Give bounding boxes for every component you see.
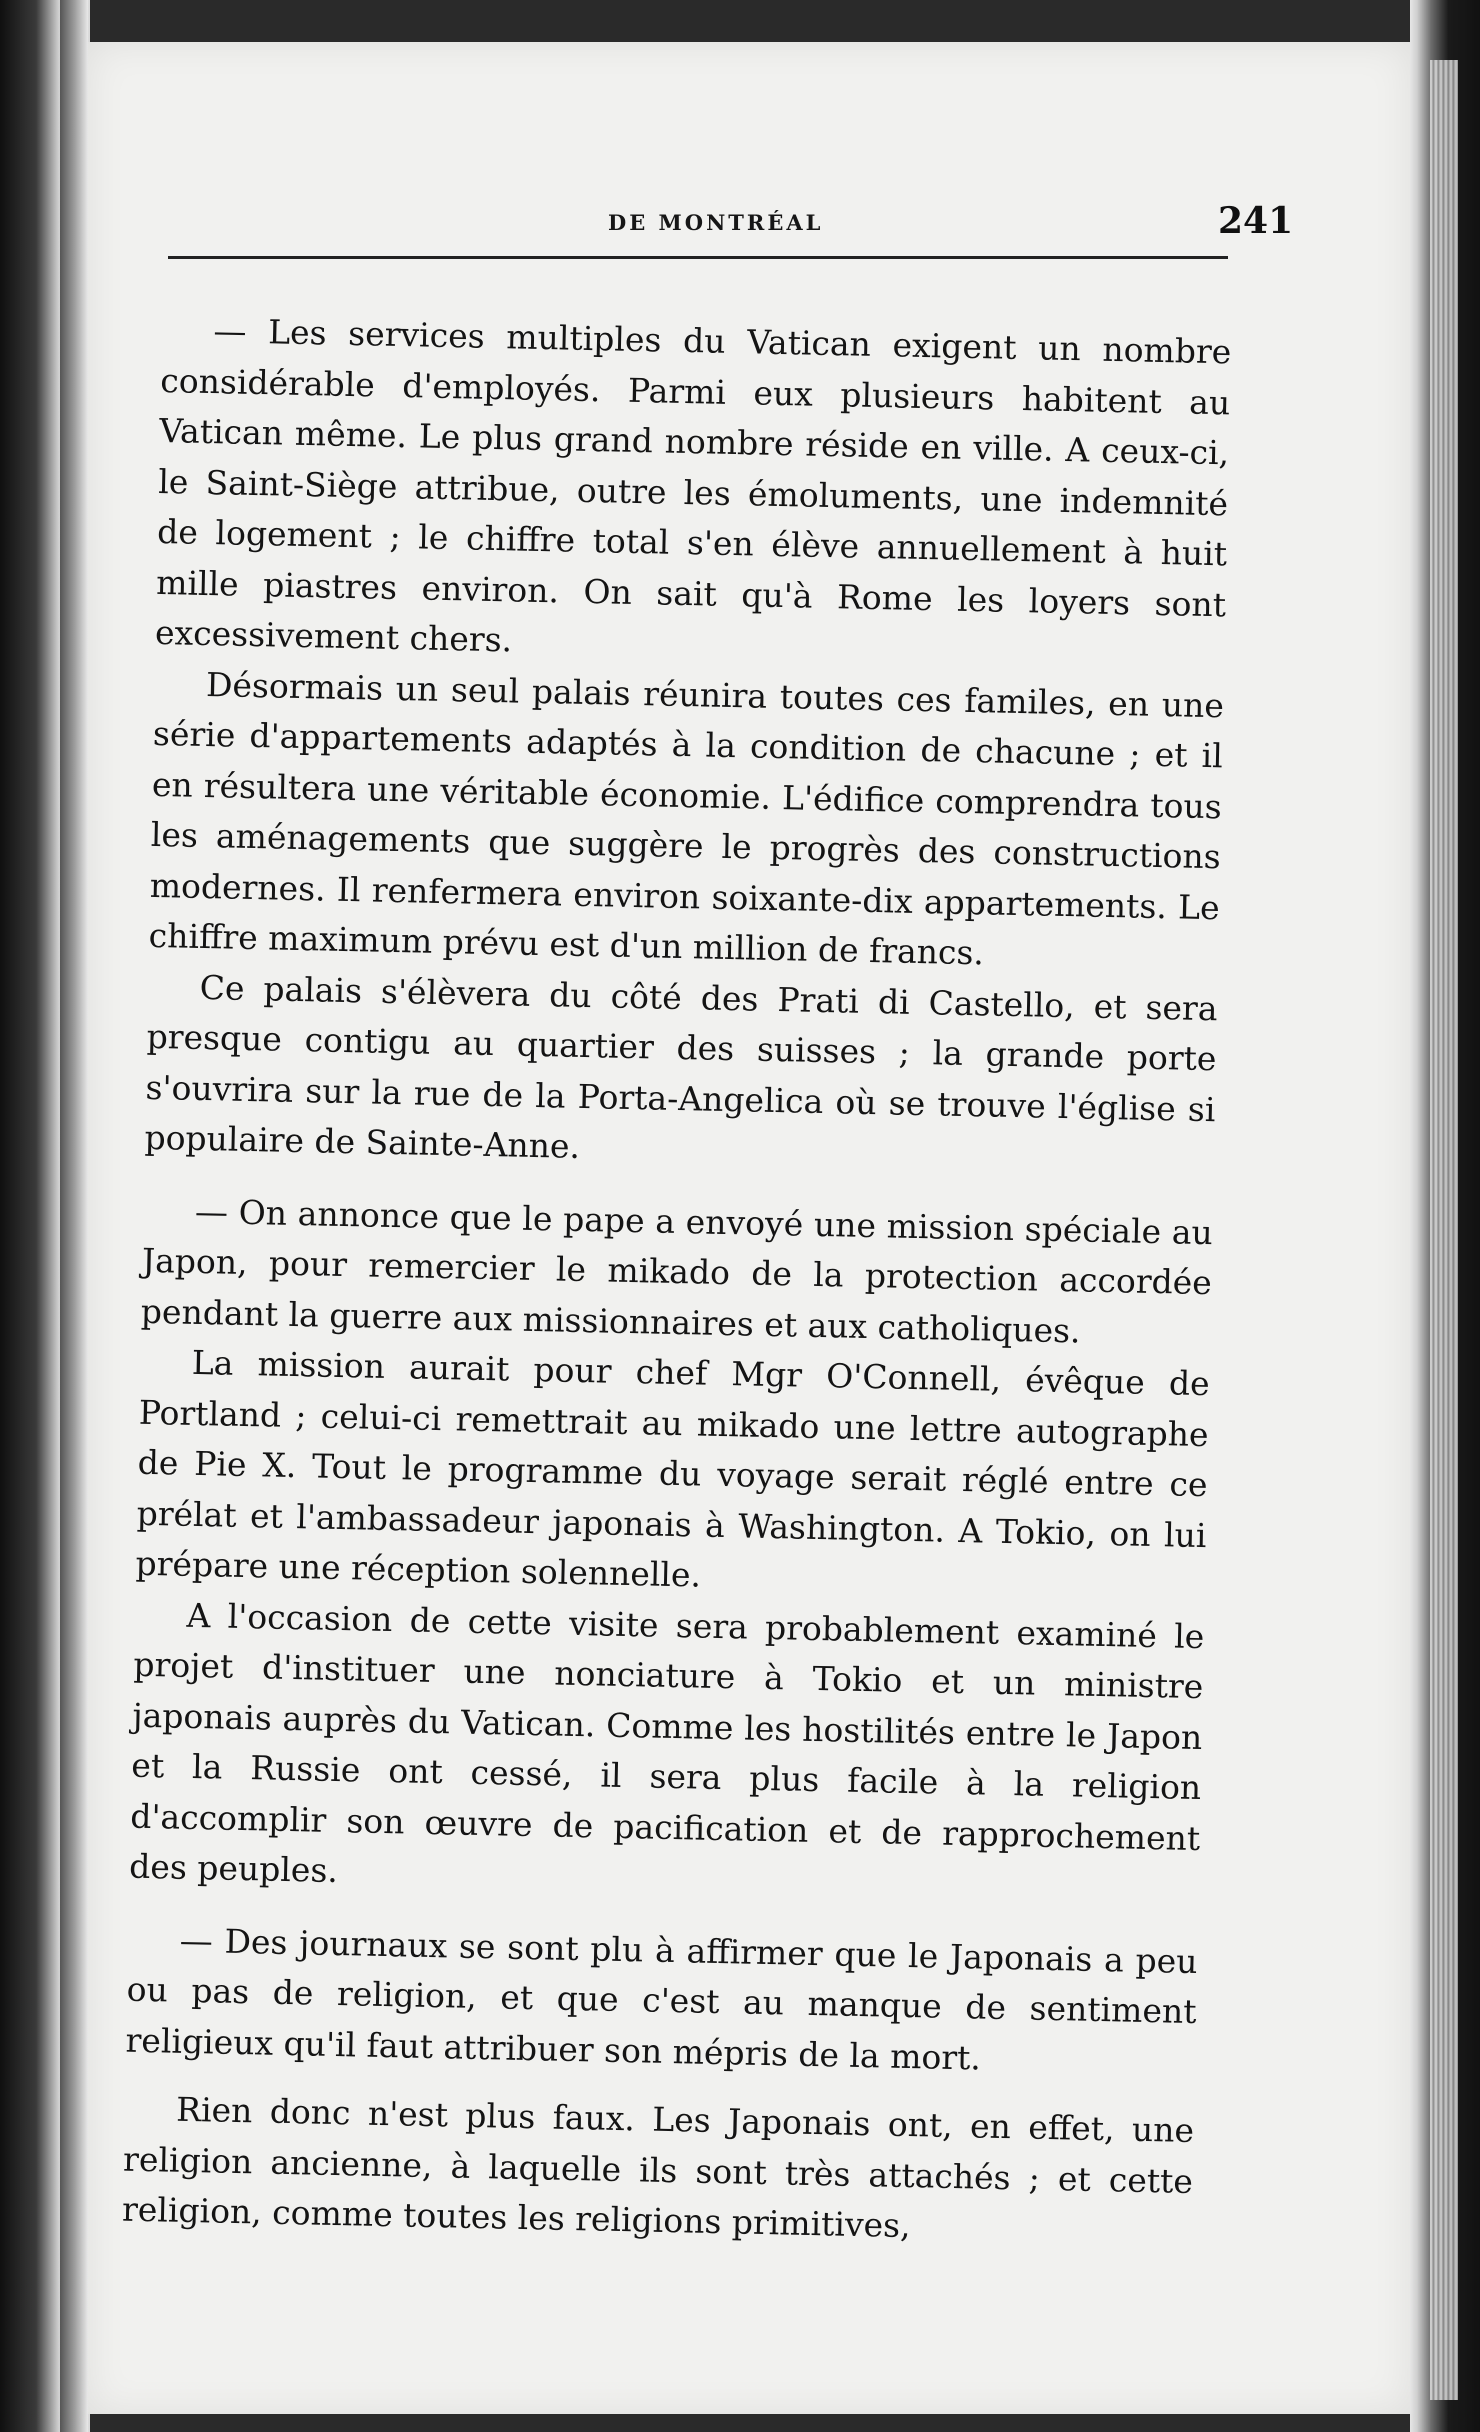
scan-binding-fold bbox=[60, 0, 88, 2432]
paragraph: Désormais un seul palais réunira toutes ces familes, en une série d'appartements adaptés à la condition de chacune ; et il en résultera une véritable économie. L'édifice comprendra tous les aménagements que suggère le progrès des constructions modernes. Il renfermera environ soixante-dix appartements. Le chiffre maximum prévu est d'un million de francs. bbox=[148, 664, 1225, 973]
paragraph: Rien donc n'est plus faux. Les Japonais ont, en effet, une religion ancienne, à laquelle ils sont très attachés ; et cette religion, comme toutes les religions primitives, bbox=[121, 2089, 1195, 2246]
paragraph: La mission aurait pour chef Mgr O'Connell, évêque de Portland ; celui-ci remettrait au mikado une lettre autographe de Pie X. Tout le programme du voyage serait réglé entre ce prélat et l'ambassadeur japonais à Washington. A Tokio, on lui prépare une réception solennelle. bbox=[135, 1342, 1211, 1595]
paragraph: — Des journaux se sont plu à affirmer que le Japonais a peu ou pas de religion, et que c'est au manque de sentiment religieux qu'il faut attribuer son mépris de la mort. bbox=[125, 1920, 1198, 2078]
paragraph: — On annonce que le pape a envoyé une mission spéciale au Japon, pour remercier le mikado de la protection accordée pendant la guerre aux missionnaires et aux catholiques. bbox=[140, 1191, 1214, 1350]
paragraph: A l'occasion de cette visite sera probablement examiné le projet d'instituer une nonciature à Tokio et un ministre japonais auprès du Vatican. Comme les hostilités entre le Japon et la Russie ont cessé, il sera plus facile à la religion d'accomplir son œuvre de pacification et de rapprochement des peuples. bbox=[128, 1595, 1205, 1891]
page-number: 241 bbox=[1218, 200, 1294, 242]
running-head: DE MONTRÉAL bbox=[608, 210, 824, 235]
page-stack-edge bbox=[1430, 60, 1458, 2400]
paragraph: — Les services multiples du Vatican exigent un nombre considérable d'employés. Parmi eux plusieurs habitent au Vatican même. Le plus grand nombre réside en ville. A ceux-ci, le Saint-Siège attribue, outre les émoluments, une indemnité de logement ; le chiffre total s'en élève annuellement à huit mille piastres environ. On sait qu'à Rome les loyers sont excessivement chers. bbox=[154, 311, 1232, 660]
page-header bbox=[88, 158, 1294, 268]
header-rule bbox=[168, 256, 1228, 259]
paragraph: Ce palais s'élèvera du côté des Prati di Castello, et sera presque contigu au quartier des suisses ; la grande porte s'ouvrira sur la rue de la Porta-Angelica où se trouve l'église si populaire de Sainte-Anne. bbox=[144, 967, 1218, 1166]
body-text bbox=[122, 305, 1232, 2257]
